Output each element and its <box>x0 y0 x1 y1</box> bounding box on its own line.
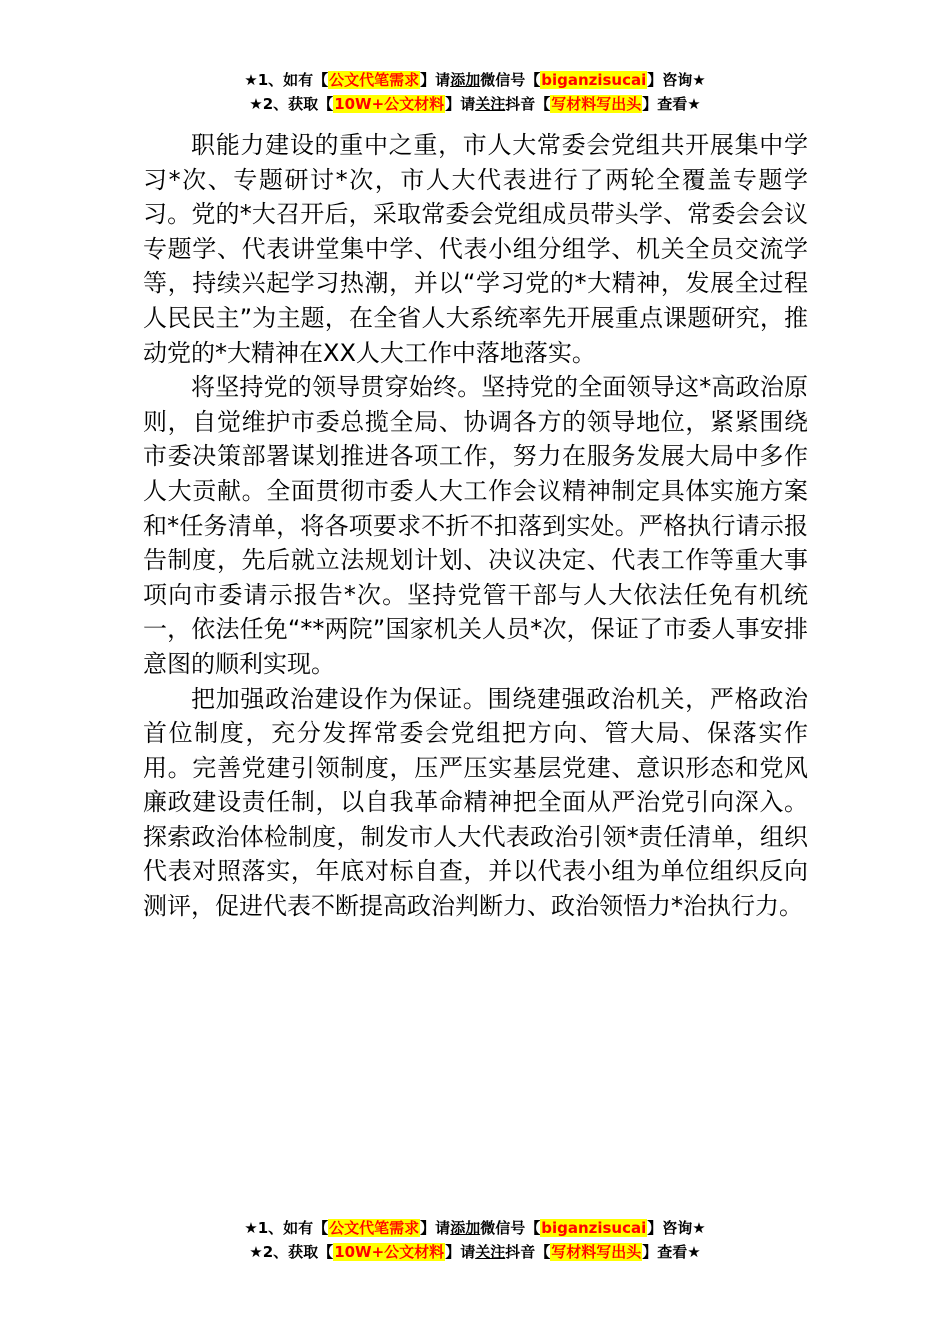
banner-line-1: ★1、如有【公文代笔需求】请添加微信号【biganzisucai】咨询★ <box>244 71 706 89</box>
header-banner <box>0 68 950 116</box>
highlight-douyin-account: 写材料写出头 <box>551 95 642 113</box>
highlight-wechat-id: biganzisucai <box>541 1219 647 1237</box>
highlight-materials: 10W+公文材料 <box>334 1243 445 1261</box>
highlight-service: 公文代笔需求 <box>329 1219 420 1237</box>
highlight-wechat-id: biganzisucai <box>541 71 647 89</box>
highlight-service: 公文代笔需求 <box>329 71 420 89</box>
highlight-materials: 10W+公文材料 <box>334 95 445 113</box>
paragraph-2: 将坚持党的领导贯穿始终。坚持党的全面领导这*高政治原则，自觉维护市委总揽全局、协调各方的领导地位，紧紧围绕市委决策部署谋划推进各项工作，努力在服务发展大局中多作人大贡献。全面贯彻市委人大工作会议精神制定具体实施方案和*任务清单，将各项要求不折不扣落到实处。严格执行请示报告制度，先后就立法规划计划、决议决定、代表工作等重大事项向市委请示报告*次。坚持党管干部与人大依法任免有机统一，依法任免“**两院”国家机关人员*次，保证了市委人事安排意图的顺利实现。 <box>143 373 808 678</box>
document-body <box>143 128 808 924</box>
footer-banner <box>0 1216 950 1264</box>
paragraph-1: 职能力建设的重中之重，市人大常委会党组共开展集中学习*次、专题研讨*次，市人大代表进行了两轮全覆盖专题学习。党的*大召开后，采取常委会党组成员带头学、常委会会议专题学、代表讲堂集中学、代表小组分组学、机关全员交流学等，持续兴起学习热潮，并以“学习党的*大精神，发展全过程人民民主”为主题，在全省人大系统率先开展重点课题研究，推动党的*大精神在XX人大工作中落地落实。 <box>143 131 808 367</box>
banner-line-1: ★1、如有【公文代笔需求】请添加微信号【biganzisucai】咨询★ <box>244 1219 706 1237</box>
banner-line-2: ★2、获取【10W+公文材料】请关注抖音【写材料写出头】查看★ <box>249 95 701 113</box>
paragraph-3: 把加强政治建设作为保证。围绕建强政治机关，严格政治首位制度，充分发挥常委会党组把方向、管大局、保落实作用。完善党建引领制度，压严压实基层党建、意识形态和党风廉政建设责任制，以自我革命精神把全面从严治党引向深入。探索政治体检制度，制发市人大代表政治引领*责任清单，组织代表对照落实，年底对标自查，并以代表小组为单位组织反向测评，促进代表不断提高政治判断力、政治领悟力*治执行力。 <box>143 684 808 921</box>
highlight-douyin-account: 写材料写出头 <box>551 1243 642 1261</box>
banner-line-2: ★2、获取【10W+公文材料】请关注抖音【写材料写出头】查看★ <box>249 1243 701 1261</box>
